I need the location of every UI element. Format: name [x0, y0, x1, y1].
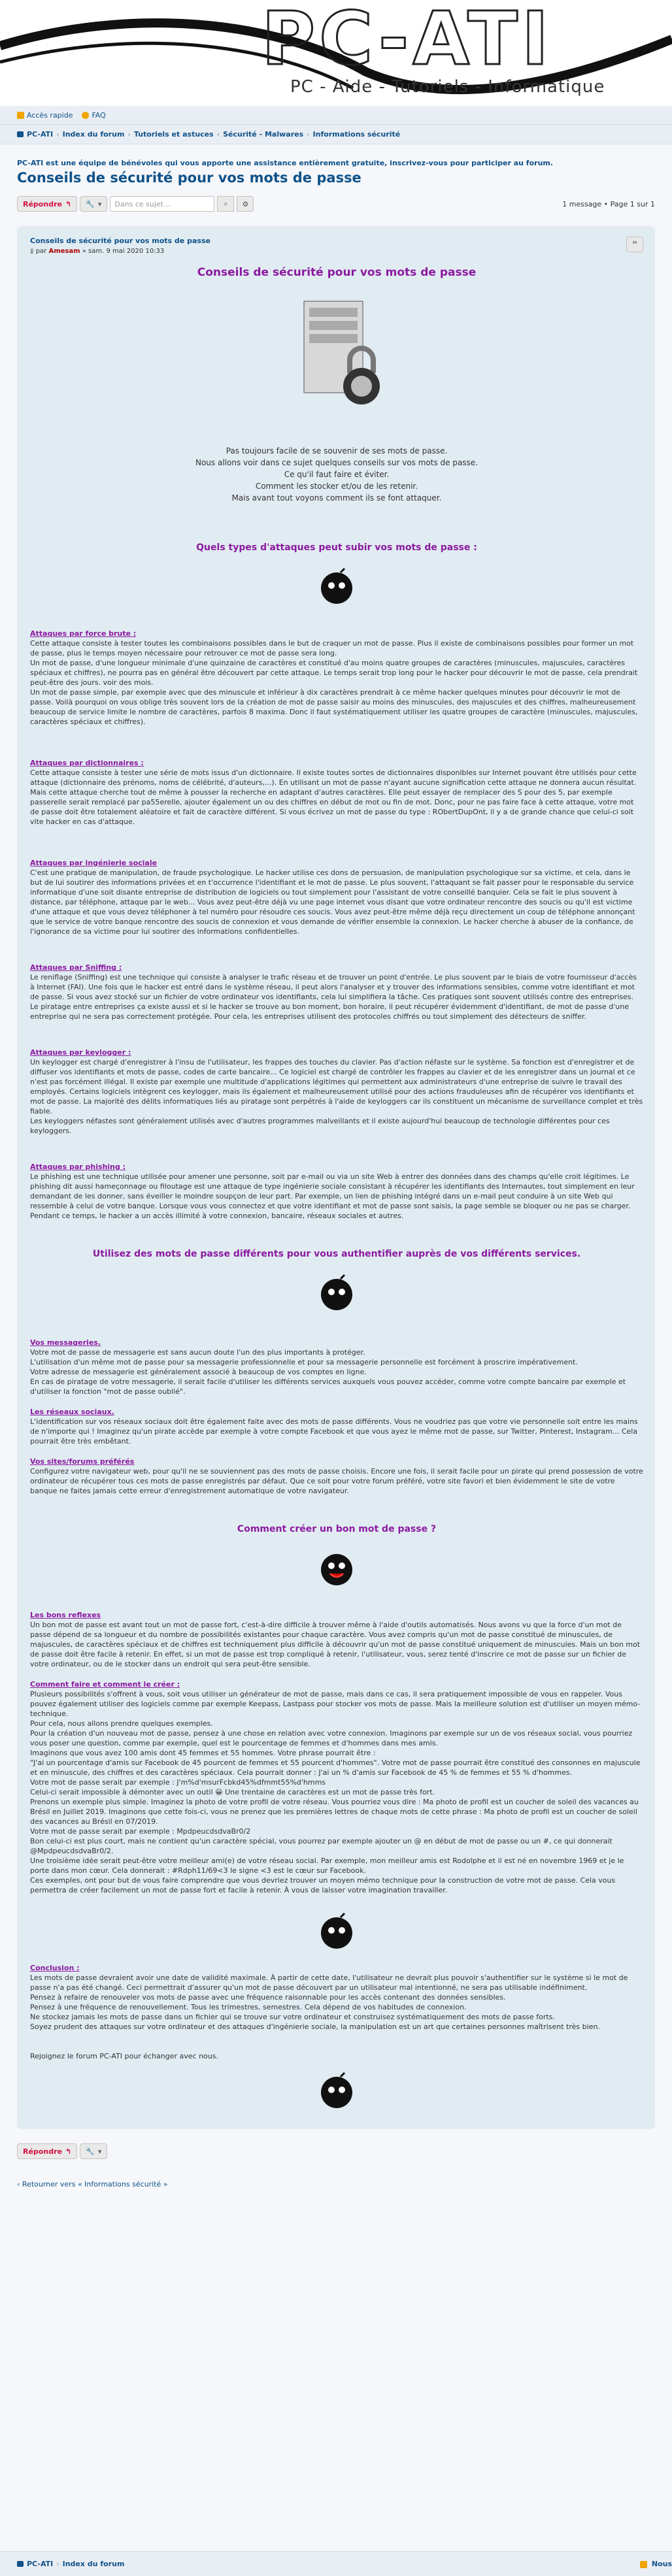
meta-date: » sam. 9 mai 2020 10:33 — [82, 248, 165, 255]
quote-icon: ❝ — [631, 239, 638, 250]
quote-button[interactable] — [626, 237, 643, 252]
team-label: Nous — [651, 2560, 672, 2568]
question-icon — [82, 112, 89, 119]
chevron-left-icon: ‹ — [17, 2180, 20, 2188]
bomb-smiley-icon — [317, 1272, 356, 1312]
attack-heading: Attaques par force brute : — [30, 629, 137, 638]
create-text: Plusieurs possibilités s'offrent à vous, soit vous utiliser un générateur de mot de passe, mais dans ce cas, il sera pratiquement impossible de vous en rappeler. Vous pouvez également utiliser des logiciels comme par exemple Keepass, Lastpass pour stocker vos mots de passe. Mais la meilleure solution est d'utiliser un moyen mémo-technique. Pour cela, nous allons prendre quelques exemples. Pour la création d'un nouveau mot de passe, pensez à une chose en relation avec votre connexion. Imaginons par exemple sur un de vos réseaux social, vous pourriez vous poser une question, comme par exemple, quel est le pourcentage de femmes et d'hommes dans mes amis. Imaginons que vous avez 100 amis dont 45 femmes et 55 hommes. Votre phrase pourrait être : "J'ai un pourcentage d'amis sur Facebook de 45 pourcent de femmes et 55 pourcent d'hommes". Votre mot de passe pourrait être constitué des consonnes en majuscule et en minuscule, des chiffres et des caractères spéciaux. Cela pourrait donner : J'ai un % d'amis sur Facebook de 45 % de femmes et 55 % d'hommes. Votre mot de passe serait par exemple : J'm%d'msurFcbkd45%dfmmt55%d'hmms Celui-ci serait impossible à démonter avec un outil 😀 Une trentaine de caractères est un mot de passe très fort. Prenons un exemple plus simple. Imaginez la photo de votre profil de votre réseau. Vous pourriez vous dire : Ma photo de profil est un coucher de soleil des vacances au Brésil en Juillet 2019. Imaginons que cette fois-ci, vous ne prenez que les premières lettres de chaque mots de cette phrase : Ma photo de profil est un coucher de soleil des vacances au Brésil en 07/2019. Votre mot de passe serait par exemple : MpdpeucdsdvaBr0/2 Bon celui-ci est plus court, mais ne contient qu'un caractère spécial, vous pourrez par exemple ajouter un @ en début de mot de passe ou un #, ce qui donnerait @MpdpeucdsdvaBr0/2. Une troisième idée serait peut-être votre meilleur ami(e) de votre réseau social. Par exemple, mon meilleur amis est Rodolphe et il est né en novembre 1969 et je le porte dans mon cœur. Cela donnerait : #Rdph11/69<3 le signe <3 est le cœur sur Facebook. Ces exemples, ont pour but de vous faire comprendre que vous devriez trouver un moyen mémo technique pour la construction de votre mot de passe. Cela vous permettra de créer facilement un mot de passe fort et facile à retenir. À vous de laisser votre imagination travailler. — [30, 1690, 641, 1894]
section-heading: Comment créer un bon mot de passe ? — [237, 1524, 437, 1534]
intro-line: Mais avant tout voyons comment ils se font attaquer. — [231, 493, 442, 503]
join-forum-text: Rejoignez le forum PC-ATI pour échanger avec nous. — [30, 2052, 218, 2060]
intro-line: Nous allons voir dans ce sujet quelques conseils sur vos mots de passe. — [195, 458, 478, 467]
service-heading: Vos sites/forums préférés — [30, 1457, 135, 1466]
conclusion-text: Les mots de passe devraient avoir une date de validité maximale. À partir de cette date, l'utilisateur ne devrait plus pouvoir s'authentifier sur le système si le mot de passe n'a pas été changé. Ceci permettrait d'assurer qu'un mot de passe découvert par un utilisateur mal intentionné, ne sera pas utilisable indéfiniment. Pensez à refaire de renouveler vos mots de passe avec une fréquence raisonnable pour les accès contenant des données sensibles. Pensez à une fréquence de renouvellement. Tous les trimestres, semestres. Cela dépend de vos habitudes de connexion. Ne stockez jamais les mots de passe dans un fichier qui se trouve sur votre ordinateur et construisez systématiquement des mots de passe forts. Soyez prudent des attaques sur votre ordinateur et des attaques d'ingénierie sociale, la manipulation est un art que certaines personnes maîtrisent très bien. — [30, 1973, 628, 2031]
wrench-icon: 🔧 — [86, 2147, 95, 2156]
breadcrumb-item[interactable]: Index du forum — [62, 130, 125, 139]
attack-text: Un keylogger est chargé d'enregistrer à l'insu de l'utilisateur, les frappes des touches du clavier. Pas d'action néfaste sur le système. Sa fonction est d'enregistrer et de diffuser vos identifiants et mots de passe, codes de carte bancaire... Ce logiciel est chargé de contrôler les frappes au clavier et de les enregistrer dans un journal et ce n'est pas forcément illégal. Il existe par exemple une multitude d'applications légitimes qui permettent aux administrateurs d'une entreprise de suivre le travail des employés. Certains logiciels intègrent ces keylogger, mais ils également et malheureusement utilisé pour des actions frauduleuses afin de récupérer vos identifiants et mot de passe. La majorité des délits informatiques liés au piratage sont perpétrés à l'aide de keyloggers car ils constituent un mécanisme de surveillance complet et très fiable. Les keyloggers néfastes sont généralement utilisés avec d'autres programmes malveillants et il existe aujourd'hui beaucoup de technologie différentes pour ces keyloggers. — [30, 1058, 643, 1135]
home-icon — [17, 2561, 24, 2567]
breadcrumb-item[interactable]: Index du forum — [62, 2560, 125, 2568]
post-content — [30, 268, 643, 2109]
search-input[interactable]: Dans ce sujet… — [110, 196, 214, 212]
service-text: Configurez votre navigateur web, pour qu'il ne se souviennent pas des mots de passe choisis. Encore une fois, il serait facile pour un pirate qui prend possession de votre ordinateur de récupérer tous ces mots de passe enregistrés par défaut. Que ce soit pour votre forum préféré, votre site favori et bien évidemment le site de votre banque ne faites jamais cette erreur d'enregistrement automatique de votre navigateur. — [30, 1467, 643, 1495]
faq-label: FAQ — [92, 110, 106, 120]
attack-text: Le phishing est une technique utilisée pour amener une personne, soit par e-mail ou via un site Web à entrer des données dans des champs qu'elle croit légitimes. Le phishing dit aussi hameçonnage ou filoutage est une attaque de type ingénierie sociale consistant à récupérer les identifiants des Internautes, tout simplement en leur demandant de les donner, sans éveiller le moindre soupçon de leur part. Par exemple, un lien de phishing intégré dans un e-mail peut conduire à un site Web qui ressemble à celui de votre banque. Lorsque vous vous connectez et que votre identifiant et mot de passe sont saisis, la page semble se bloquer ou ne pas se charger. Pendant ce temps, le hacker a un accès illimité à votre connexion, bancaire, réseaux sociales et autres. — [30, 1172, 635, 1220]
search-icon: ⌕ — [224, 199, 228, 208]
site-logo[interactable]: PC-ATI — [261, 0, 553, 82]
attack-heading: Attaques par keylogger : — [30, 1048, 131, 1057]
bomb-smiley-icon — [317, 1547, 356, 1587]
quick-access-label: Accès rapide — [27, 110, 73, 120]
post — [17, 226, 655, 2129]
bomb-smiley-icon — [317, 566, 356, 605]
reply-button[interactable] — [17, 196, 77, 212]
server-lock-image — [278, 288, 395, 419]
reply-icon: ↰ — [65, 199, 72, 208]
breadcrumb: PC-ATI ‹ Index du forum ‹ Tutoriels et astuces ‹ Sécurité - Malwares ‹ Informations sécurité — [0, 124, 672, 144]
quick-links — [0, 106, 672, 124]
attack-text: C'est une pratique de manipulation, de fraude psychologique. Le hacker utilise ces dons de persuasion, de manipulation psychologique sur sa victime, et cela, dans le but de lui soutirer des informations privées et en t'occurrence l'identifiant et le mot de passe. Le plus souvent, l'attaquant se fait passer pour le responsable du service informatique d'une soit disante entreprise de distribution de logiciels ou tout simplement pour l'assistant de votre conseillé banquier. Cela se fait le plus souvent à distance, par téléphone, attaque par le web... Vous avez peut-être déjà vu une page internet vous disant que votre ordinateur rencontre des soucis ou qu'il est victime d'une attaque et que vous devez téléphoner à tel numéro pour résoudre ces soucis. Vous avez peut-être même déjà reçu directement un coup de téléphone annonçant que le service de votre banque rencontre des soucis de connexion et vous demande de vérifier ensemble la connexion. Le hacker cherche à abuser de la confiance, de l'ignorance de sa victime pour lui soutirer des informations confidentielles. — [30, 868, 635, 936]
conclusion — [30, 1963, 643, 2032]
breadcrumb-item[interactable]: Informations sécurité — [312, 130, 401, 139]
advanced-search-button[interactable] — [237, 196, 254, 212]
breadcrumb-item[interactable]: Tutoriels et astuces — [133, 130, 214, 139]
attack-heading: Attaques par ingénierie sociale — [30, 859, 158, 867]
reflex-heading: Les bons reflexes — [30, 1611, 101, 1619]
reply-icon: ↰ — [65, 2147, 72, 2156]
gear-icon: ⚙ — [242, 199, 249, 208]
team-icon — [640, 2561, 647, 2568]
topic-title[interactable]: Conseils de sécurité pour vos mots de passe — [17, 170, 361, 186]
back-to-forum-link[interactable] — [17, 2180, 655, 2188]
announcement: PC-ATI est une équipe de bénévoles qui vous apporte une assistance entièrement gratuite, inscrivez-vous pour participer au forum. — [17, 159, 554, 167]
intro-line: Ce qu'il faut faire et éviter. — [284, 470, 390, 479]
post-title[interactable]: Conseils de sécurité pour vos mots de passe — [30, 237, 210, 245]
post-author[interactable]: Amesam — [48, 248, 80, 255]
navbar — [0, 106, 672, 144]
post-icon: ▮ — [30, 248, 34, 255]
main-content — [0, 159, 672, 2188]
create-heading: Comment faire et comment le créer : — [30, 1680, 180, 1689]
site-banner — [0, 0, 672, 106]
meta-prefix: par — [35, 248, 47, 255]
topic-toolbar — [17, 195, 655, 213]
attack-heading: Attaques par phishing : — [30, 1163, 126, 1171]
section-heading: Quels types d'attaques peut subir vos mots de passe : — [196, 542, 477, 553]
reply-button-bottom[interactable] — [17, 2143, 77, 2159]
faq-link[interactable] — [82, 111, 105, 120]
reflex-text: Un bon mot de passe est avant tout un mot de passe fort, c'est-à-dire difficile à trouver même à l'aide d'outils automatisés. Nous avons vu que la force d'un mot de passe dépend de sa longueur et du nombre de possibilités existantes pour chaque caractère. Vous avez compris qu'un mot de passe constitué de minuscules, de majuscules, de caractères spéciaux et de chiffres est techniquement plus difficile à découvrir qu'un mot de passe constitué uniquement de minuscules. Mais un bon mot de passe doit être facile à retenir. En effet, si un mot de passe est trop compliqué à retenir, l'utilisateur, vous, serez tenté d'inscrire ce mot de passe sur un fichier de votre ordinateur, ou de le stocker dans un endroit qui sera peut-être sensible. — [30, 1621, 641, 1668]
attack-heading: Attaques par Sniffing : — [30, 963, 122, 972]
topic-tools-button-bottom[interactable] — [80, 2143, 107, 2159]
attack-keylogger — [30, 1048, 643, 1136]
content-title: Conseils de sécurité pour vos mots de passe — [197, 266, 477, 279]
quick-access-menu[interactable] — [17, 111, 73, 120]
reply-label: Répondre — [23, 199, 62, 208]
bomb-smiley-icon — [317, 1911, 356, 1950]
attack-text: Un mot de passe, d'une longueur minimale d'une quinzaine de caractères et constitué d'au moins quatre groupes de caractères (minuscules, majuscules, caractères spéciaux et chiffres), ne pourra pas en général être découvert par cette attaque. Le temps serait trop long pour le hacker pour découvrir le mot de passe, cela prendrait peut-être des jours. voir des mois. — [30, 659, 638, 687]
breadcrumb-item[interactable]: PC-ATI — [27, 130, 54, 139]
attack-dictionary — [30, 758, 643, 827]
service-text: Votre mot de passe de messagerie est sans aucun doute l'un des plus importants à protéger. L'utilisation d'un même mot de passe pour sa messagerie professionnelle et pour sa messagerie personnelle est forcément à proscrire impérativement. Votre adresse de messagerie est généralement associé à beaucoup de vos comptes en ligne. En cas de piratage de votre messagerie, il serait facile d'utiliser les différents services auxquels vous pouvez accéder, comme votre compte bancaire par exemple et d'utiliser la fonction "mot de passe oublié". — [30, 1348, 626, 1396]
service-text: L'identification sur vos réseaux sociaux doit être également faite avec des mots de passe différents. Vous ne voudriez pas que votre vie personnelle soit entre les mains de n'importe qui ! Imaginez qu'un pirate accède par exemple à votre compte Facebook et que vous ayez le même mot de passe, sur Twitter, Pinterest, Instagram... Cela pourrait être très embêtant. — [30, 1417, 638, 1445]
attack-social — [30, 858, 643, 936]
intro-line: Comment les stocker et/ou de les retenir. — [255, 482, 418, 491]
bottom-breadcrumb: PC-ATI ‹ Index du forum Nous — [0, 2551, 672, 2576]
attack-text: Cette attaque consiste à tester une série de mots issus d'un dictionnaire. Il existe toutes sortes de dictionnaires disponibles sur Internet pouvant être utilisés pour cette attaque (dictionnaire des prénoms, noms de célébrité, d'auteurs,...). En utilisant un mot de passe n'ayant aucune signification cette attaque ne donnera aucun résultat. Mais cette attaque cherche tout de même à pousser la recherche en adaptant d'autres caractères. Elle peut essayer de remplacer des S pour des 5, par exemple passerelle serait remplacé par pa55erelle, ajouter également un ou des chiffres en début de mot ou fin de mot. Donc, pour ne pas faire face à cette attaque, votre mot de passe doit être totalement aléatoire et fait de caractère différent. Si vous écrivez un mot de passe du type : RObertDupOnt, il y a de grande chance que celui-ci soit vite hacker en cas d'attaque. — [30, 768, 637, 826]
chevron-down-icon: ▾ — [97, 199, 102, 208]
post-count: 1 message • Page 1 sur 1 — [562, 199, 655, 208]
attack-sniffing — [30, 963, 643, 1021]
menu-icon — [17, 112, 24, 119]
post-meta — [30, 248, 643, 255]
service-messaging — [30, 1338, 643, 1396]
attack-text: Un mot de passe simple, par exemple avec que des minuscule et inférieur à dix caractères prendrait à ce même hacker quelques minutes pour découvrir le mot de passe. Voilà pourquoi on vous oblige très souvent lors de la création de mot de passe saisir au moins des minuscules, des majuscules et des chiffres, malheureusement beaucoup de service limite le nombre de caractères, parfois 8 maxima. Donc il faut systématiquement utiliser les quatre groupes de caractère (minuscules, majuscules, caractères spéciaux et chiffres). — [30, 688, 638, 726]
service-favorites — [30, 1457, 643, 1496]
breadcrumb-item[interactable]: Sécurité - Malwares — [223, 130, 304, 139]
intro-block — [30, 445, 643, 504]
how-to-create — [30, 1679, 643, 1895]
search-button[interactable] — [217, 196, 234, 212]
chevron-down-icon: ▾ — [97, 2147, 102, 2156]
bomb-smiley-icon — [317, 2070, 356, 2109]
service-heading: Les réseaux sociaux. — [30, 1408, 114, 1416]
section-heading: Utilisez des mots de passe différents pour vous authentifier auprès de vos différents services. — [92, 1249, 581, 1259]
home-icon — [17, 131, 24, 137]
reply-label: Répondre — [23, 2147, 62, 2156]
conclusion-heading: Conclusion : — [30, 1964, 80, 1972]
service-social — [30, 1407, 643, 1446]
wrench-icon: 🔧 — [86, 199, 95, 208]
attack-brute-force — [30, 629, 643, 727]
back-link-label: Retourner vers « Informations sécurité » — [22, 2180, 168, 2188]
team-link[interactable] — [640, 2560, 672, 2568]
site-tagline: PC - Aide - Tutoriels - Informatique — [290, 77, 605, 97]
attack-text: Cette attaque consiste à tester toutes les combinaisons possibles dans le but de craquer un mot de passe. Plus il existe de combinaisons possibles pour former un mot de passe, plus le temps moyen nécessaire pour retrouver ce mot de passe sera long. — [30, 639, 634, 657]
good-reflexes — [30, 1610, 643, 1669]
intro-line: Pas toujours facile de se souvenir de ses mots de passe. — [226, 446, 448, 455]
service-heading: Vos messageries. — [30, 1338, 101, 1347]
topic-tools-button[interactable] — [80, 196, 107, 212]
attack-text: Le reniflage (Sniffing) est une technique qui consiste à analyser le trafic réseau et de trouver un point d'entrée. Le plus souvent par le biais de votre fournisseur d'accès à Internet (FAI). Une fois que le hacker est entré dans le système réseau, il peut alors l'analyser et y trouver des informations sensibles, comme votre identifiant et mot de passe. Si vous avez stocké sur un fichier de votre ordinateur vos identifiants, cela lui simplifiera la tâche. Ces pratiques sont souvent utilisés contre des entreprises. Le piratage entre entreprises ça existe aussi et si le hacker se trouve au bon moment, bon horaire, il peut récupérer évidemment d'identifiant, de mot de passe d'une entreprise qui ne sera pas correctement protégée. Pour cela, les entreprises utilisent des protocoles chiffrés ou tout simplement des détecteurs de sniffer. — [30, 973, 637, 1021]
bottom-toolbar — [17, 2142, 655, 2160]
attack-phishing — [30, 1162, 643, 1221]
breadcrumb-item[interactable]: PC-ATI — [27, 2560, 54, 2568]
attack-heading: Attaques par dictionnaires : — [30, 759, 144, 767]
